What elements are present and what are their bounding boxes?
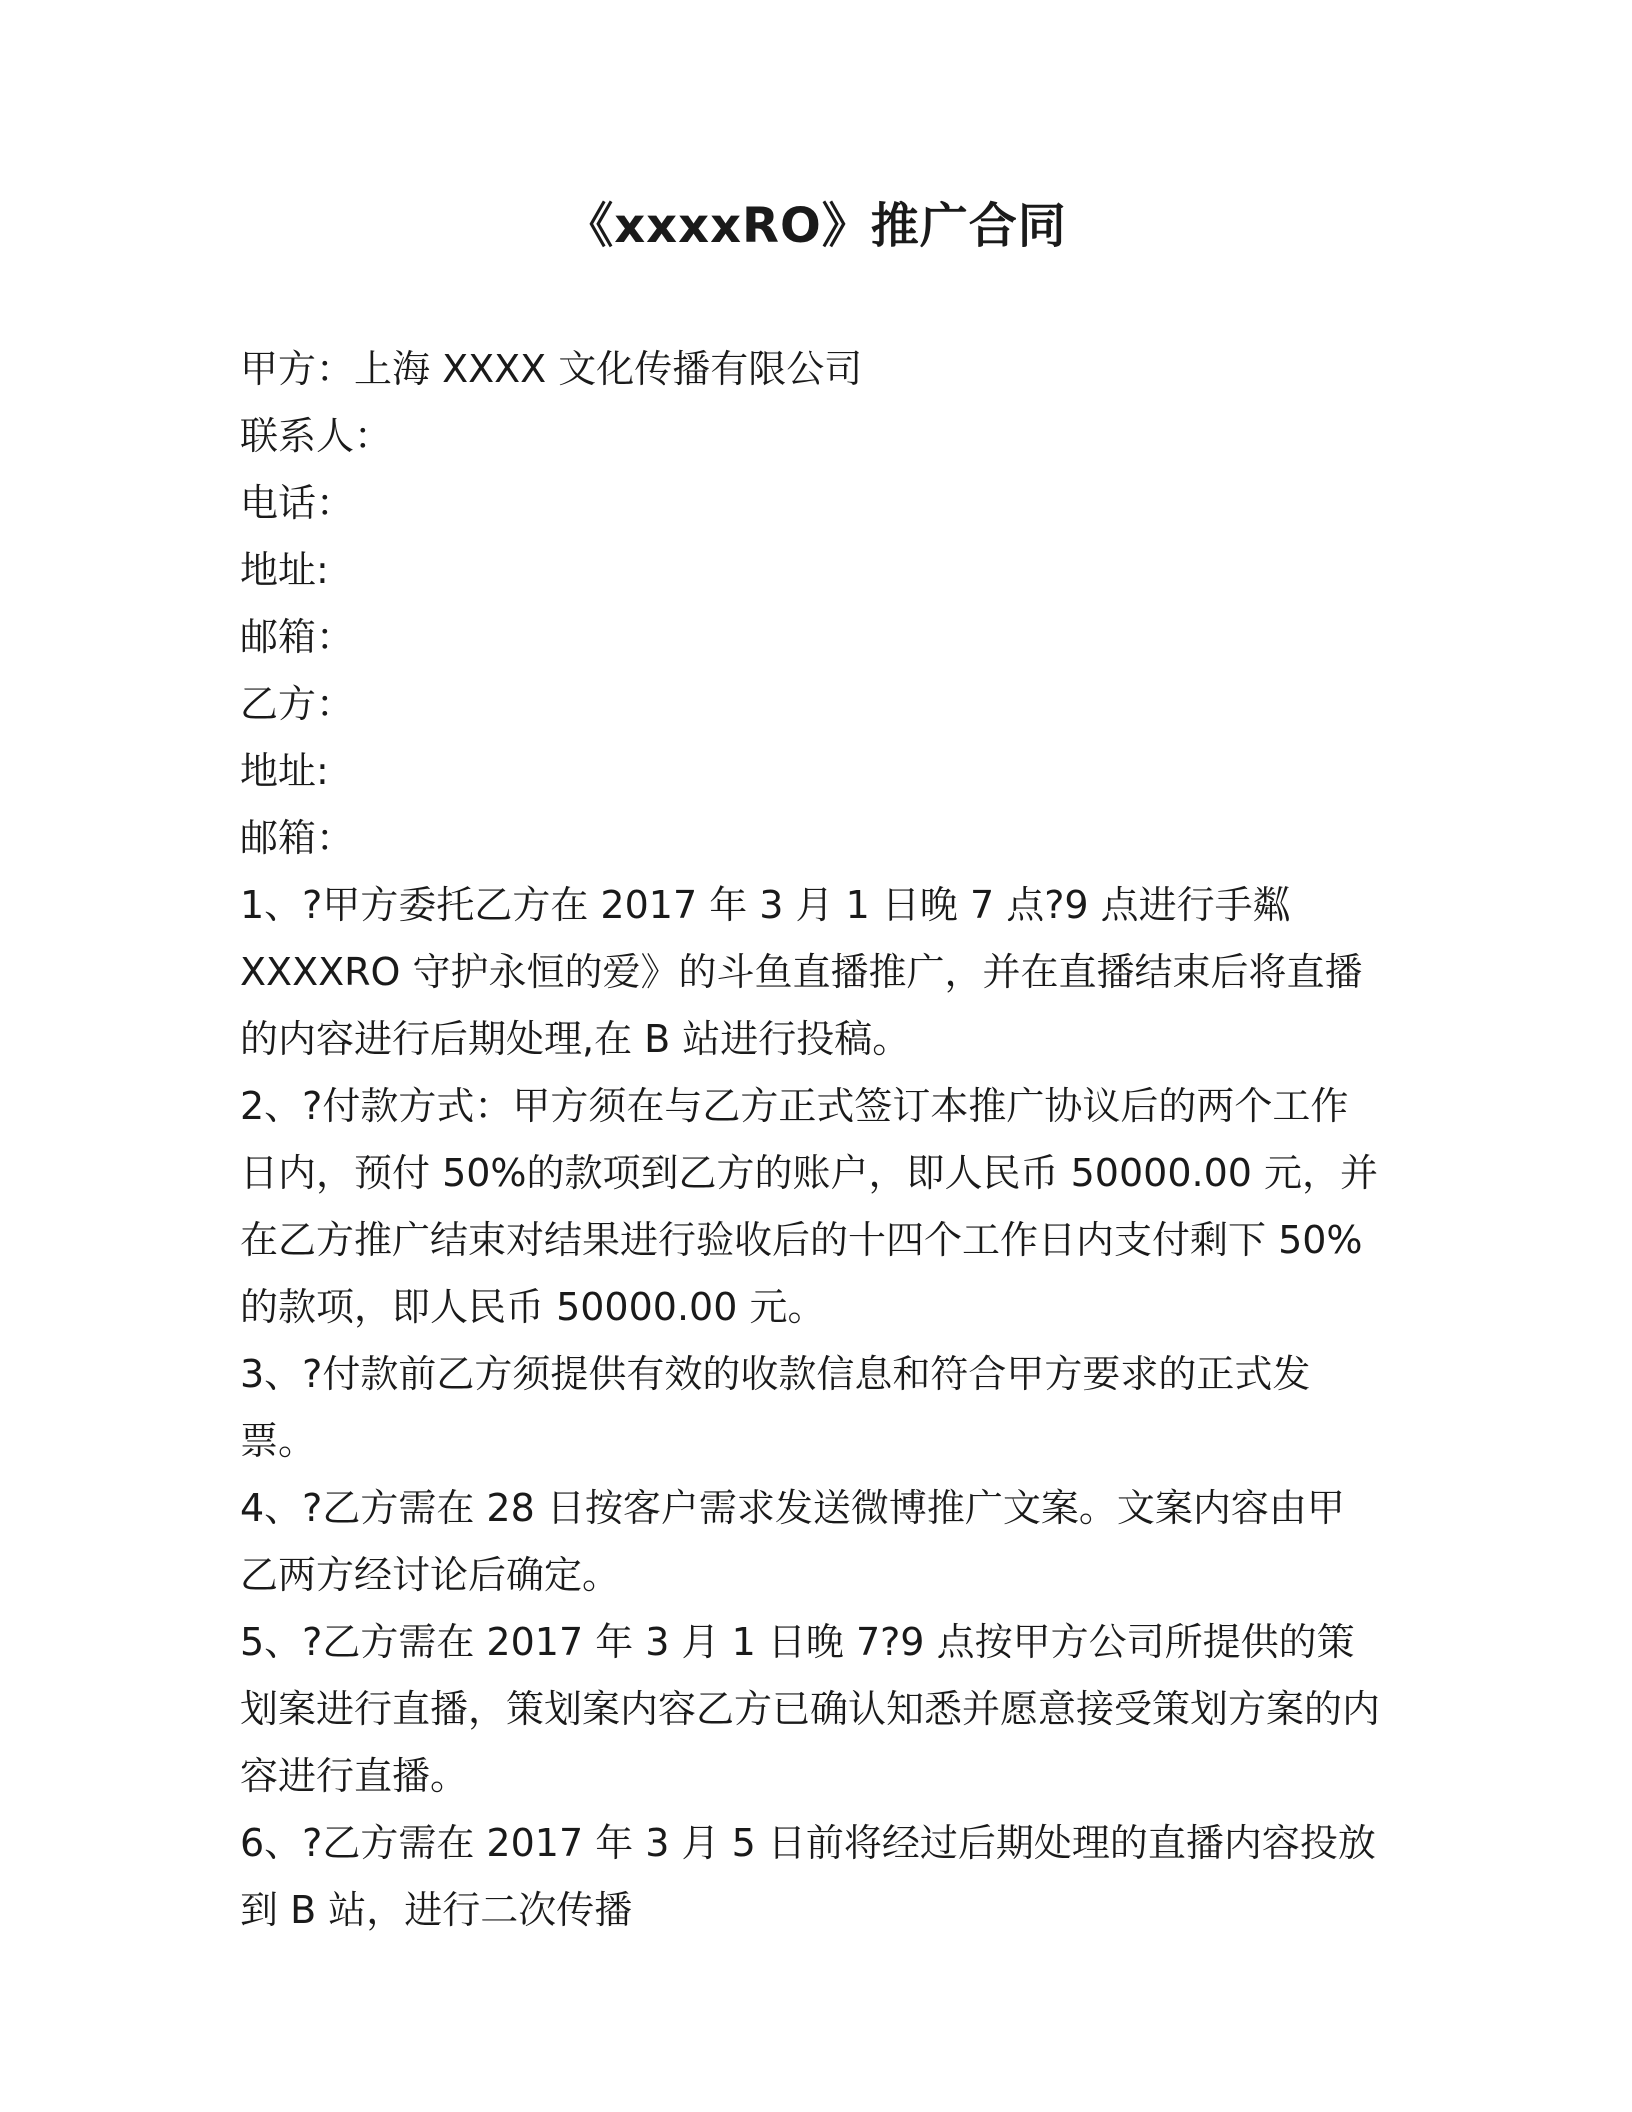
party-b-email-field: 邮箱： [240,816,355,860]
email-field: 邮箱： [240,615,355,659]
document-body [240,336,1380,1944]
party-b-field: 乙方： [240,682,355,726]
party-a-field: 甲方：上海 XXXX 文化传播有限公司 [240,347,863,391]
clause-6: 6、?乙方需在 2017 年 3 月 5 日前将经过后期处理的直播内容投放到 B 站，进行二次传播 [240,1821,1376,1932]
document-title: 《xxxxRO》推广合同 [565,198,1067,254]
clause-2: 2、?付款方式：甲方须在与乙方正式签订本推广协议后的两个工作日内，预付 50%的款项到乙方的账户，即人民币 50000.00 元，并在乙方推广结束对结果进行验收后的十四个工作日内支付剩下 50%的款项，即人民币 50000.00 元。 [240,1084,1379,1329]
clause-4: 4、?乙方需在 28 日按客户需求发送微博推广文案。文案内容由甲乙两方经讨论后确定。 [240,1486,1345,1597]
address-field: 地址: [240,548,329,592]
clause-5: 5、?乙方需在 2017 年 3 月 1 日晚 7?9 点按甲方公司所提供的策划案进行直播，策划案内容乙方已确认知悉并愿意接受策划方案的内容进行直播。 [240,1620,1381,1798]
phone-field: 电话： [240,481,355,525]
clause-3: 3、?付款前乙方须提供有效的收款信息和符合甲方要求的正式发票。 [240,1352,1311,1463]
party-b-address-field: 地址: [240,749,329,793]
clause-1: 1、?甲方委托乙方在 2017 年 3 月 1 日晚 7 点?9 点进行手粼 XXXXRO 守护永恒的爱》的斗鱼直播推广，并在直播结束后将直播的内容进行后期处理,在 B 站进行投稿。 [240,883,1363,1061]
contact-person-field: 联系人： [240,414,393,458]
